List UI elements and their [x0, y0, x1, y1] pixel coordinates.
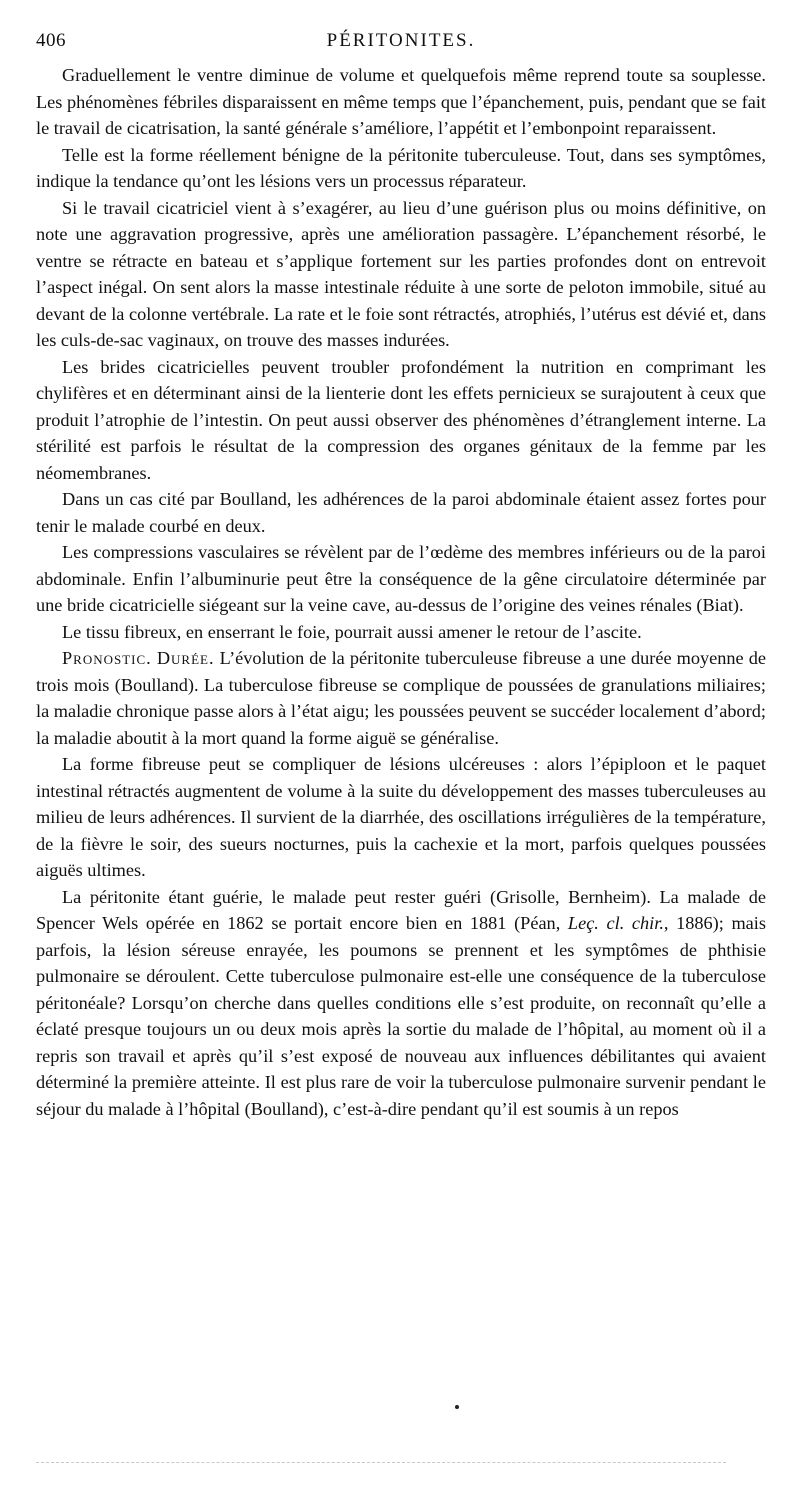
paragraph-text: La péritonite étant guérie, le malade peut rester guéri (Grisolle, Bernheim). La malade de Spencer Wels opérée en 1862 se portait encore bien en 1881 (Péan,	[36, 886, 766, 933]
paragraph-text: , 1886); mais parfois, la lésion séreuse enrayée, les poumons se prennent et les symptômes de phthisie pulmonaire se déroulent. Cette tuberculose pulmonaire est-elle une conséquence de la tuberculose péritonéale? Lorsqu’on cherche dans quelles conditions elle s’est produite, on reconnaît qu’elle a éclaté presque toujours un ou deux mois après la sortie du malade de l’hôpital, au moment où il a repris son travail et après qu’il s’est exposé de nouveau aux influences débilitantes qui avaient déterminé la première atteinte. Il est plus rare de voir la tuberculose pulmonaire survenir pendant le séjour du malade à l’hôpital (Boulland), c’est-à-dire pendant qu’il est soumis à un repos	[36, 913, 766, 1119]
running-title: PÉRITONITES.	[326, 30, 476, 51]
paragraph-text: L’évolution de la péritonite tuberculeuse fibreuse a une durée moyenne de trois mois (Boulland). La tuberculose fibreuse se complique de poussées de granulations miliaires; la maladie chronique passe alors à l’état aigu; les poussées peuvent se succéder localement d’abord; la maladie aboutit à la mort quand la forme aiguë se généralise.	[36, 648, 766, 748]
citation-title: Leç. cl. chir.	[567, 913, 664, 933]
paragraph: La forme fibreuse peut se compliquer de lésions ulcéreuses : alors l’épiploon et le paquet intestinal rétractés augmentent de volume à la suite du développement des masses tuberculeuses au milieu de leurs adhérences. Il survient de la diarrhée, des oscillations irrégulières de la température, de la fièvre le soir, des sueurs nocturnes, puis la cachexie et la mort, parfois quelques poussées aiguës ultimes.	[36, 754, 766, 880]
paragraph: Dans un cas cité par Boulland, les adhérences de la paroi abdominale étaient assez fortes pour tenir le malade courbé en deux.	[36, 489, 766, 536]
page-header	[36, 30, 766, 58]
book-page	[36, 30, 766, 1122]
section-lead-pronostic: Pronostic.	[62, 648, 152, 668]
paragraph	[36, 884, 766, 1123]
paragraph: Telle est la forme réellement bénigne de la péritonite tuberculeuse. Tout, dans ses symptômes, indique la tendance qu’ont les lésions vers un processus réparateur.	[36, 144, 766, 191]
paragraph-pronostic	[36, 645, 766, 751]
section-lead-duree: Durée.	[156, 648, 215, 668]
body-text	[36, 62, 766, 1122]
paragraph: Les compressions vasculaires se révèlent par de l’œdème des membres inférieurs ou de la paroi abdominale. Enfin l’albuminurie peut être la conséquence de la gêne circulatoire déterminée par une bride cicatricielle siégeant sur la veine cave, au-dessus de l’origine des veines rénales (Biat).	[36, 542, 766, 615]
bottom-scan-artifact	[36, 1462, 726, 1463]
paragraph: Les brides cicatricielles peuvent troubler profondément la nutrition en comprimant les chylifères et en déterminant ainsi de la lienterie dont les effets pernicieux se surajoutent à ceux que produit l’atrophie de l’intestin. On peut aussi observer des phénomènes d’étranglement interne. La stérilité est parfois le résultat de la compression des organes génitaux de la femme par les néomembranes.	[36, 356, 766, 483]
paragraph: Si le travail cicatriciel vient à s’exagérer, au lieu d’une guérison plus ou moins définitive, on note une aggravation progressive, après une amélioration passagère. L’épanchement résorbé, le ventre se rétracte en bateau et s’applique fortement sur les parties profondes dont on entrevoit l’aspect inégal. On sent alors la masse intestinale réduite à une sorte de peloton immobile, situé au devant de la colonne vertébrale. La rate et le foie sont rétractés, atrophiés, l’utérus est dévié et, dans les culs-de-sac vaginaux, on trouve des masses indurées.	[36, 197, 766, 350]
paragraph: Graduellement le ventre diminue de volume et quelquefois même reprend toute sa souplesse. Les phénomènes fébriles disparaissent en même temps que l’épanchement, puis, pendant que se fait le travail de cicatrisation, la santé générale s’améliore, l’appétit et l’embonpoint reparaissent.	[36, 65, 766, 138]
paragraph: Le tissu fibreux, en enserrant le foie, pourrait aussi amener le retour de l’ascite.	[62, 621, 642, 642]
page-number: 406	[36, 30, 66, 51]
page-mark	[455, 1405, 459, 1409]
